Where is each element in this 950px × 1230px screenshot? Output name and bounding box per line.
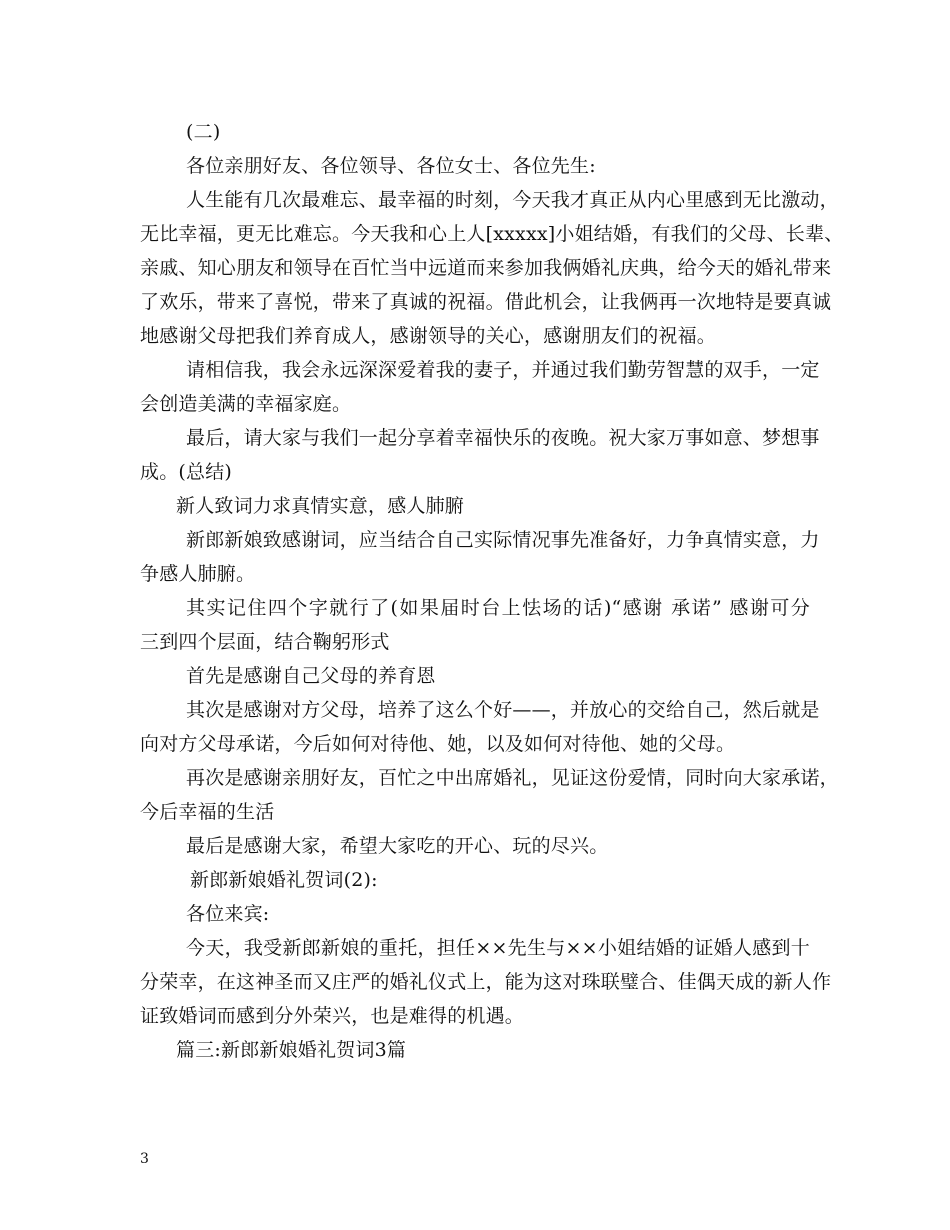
paragraph-line: 三到四个层面，结合鞠躬形式 (140, 631, 390, 653)
paragraph-line: 证致婚词而感到分外荣兴，也是难得的机遇。 (140, 1005, 525, 1027)
paragraph-line: 最后是感谢大家，希望大家吃的开心、玩的尽兴。 (186, 835, 609, 857)
paragraph-line: 再次是感谢亲朋好友，百忙之中出席婚礼，见证这份爱情，同时向大家承诺， (186, 767, 839, 789)
paragraph-line: 会创造美满的幸福家庭。 (140, 393, 352, 415)
paragraph-line: 分荣幸，在这神圣而又庄严的婚礼仪式上，能为这对珠联璧合、佳偶天成的新人作 (140, 971, 832, 993)
paragraph-line: 人生能有几次最难忘、最幸福的时刻，今天我才真正从内心里感到无比激动， (186, 189, 839, 211)
section-heading: 新郎新娘婚礼贺词(2): (190, 869, 378, 891)
paragraph-line: 向对方父母承诺，今后如何对待他、她，以及如何对待他、她的父母。 (140, 733, 736, 755)
section-marker: (二) (186, 121, 221, 143)
page-number: 3 (140, 1151, 149, 1167)
paragraph-line: 成。(总结) (140, 461, 233, 483)
paragraph-line: 了欢乐，带来了喜悦，带来了真诚的祝福。借此机会，让我俩再一次地特是要真诚 (140, 291, 832, 313)
paragraph-line: 今后幸福的生活 (140, 801, 275, 823)
paragraph-line: 争感人肺腑。 (140, 563, 256, 585)
paragraph-line: 首先是感谢自己父母的养育恩 (186, 665, 436, 687)
greeting-line: 各位来宾: (186, 903, 270, 925)
section-heading: 篇三:新郎新娘婚礼贺词3篇 (176, 1039, 407, 1061)
paragraph-line: 其次是感谢对方父母，培养了这么个好——，并放心的交给自己，然后就是 (186, 699, 820, 721)
greeting-line: 各位亲朋好友、各位领导、各位女士、各位先生: (186, 155, 596, 177)
section-heading: 新人致词力求真情实意，感人肺腑 (176, 495, 465, 517)
paragraph-line: 亲戚、知心朋友和领导在百忙当中远道而来参加我俩婚礼庆典，给今天的婚礼带来 (140, 257, 832, 279)
paragraph-line: 其实记住四个字就行了(如果届时台上怯场的话)“感谢 承诺” 感谢可分 (186, 597, 810, 619)
paragraph-line: 新郎新娘致感谢词，应当结合自己实际情况事先准备好，力争真情实意，力 (186, 529, 820, 551)
paragraph-line: 最后，请大家与我们一起分享着幸福快乐的夜晚。祝大家万事如意、梦想事 (186, 427, 820, 449)
paragraph-line: 无比幸福，更无比难忘。今天我和心上人[xxxxx]小姐结婚，有我们的父母、长辈、 (140, 223, 844, 245)
paragraph-line: 地感谢父母把我们养育成人，感谢领导的关心，感谢朋友们的祝福。 (140, 325, 717, 347)
paragraph-line: 今天，我受新郎新娘的重托，担任××先生与××小姐结婚的证婚人感到十 (186, 937, 810, 959)
paragraph-line: 请相信我，我会永远深深爱着我的妻子，并通过我们勤劳智慧的双手，一定 (186, 359, 820, 381)
